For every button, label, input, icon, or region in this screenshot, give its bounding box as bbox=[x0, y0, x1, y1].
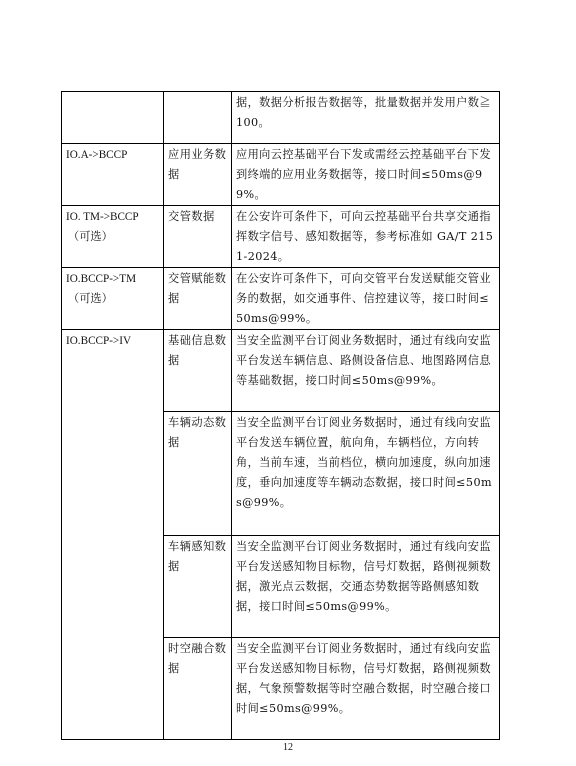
description-cell: 据，数据分析报告数据等，批量数据并发用户数≧100。 bbox=[232, 92, 500, 144]
table-row bbox=[62, 206, 500, 268]
interface-cell: IO.BCCP->IV bbox=[62, 330, 164, 740]
description-cell: 在公安许可条件下，可向交管平台发送赋能交管业务的数据，如交通事件、信控建议等，接口时间≤50ms@99%。 bbox=[232, 268, 500, 330]
optional-note: （可选） bbox=[68, 231, 113, 243]
table-row bbox=[62, 268, 500, 330]
data-type-cell bbox=[164, 92, 232, 144]
interface-cell bbox=[62, 92, 164, 144]
data-type-cell: 时空融合数据 bbox=[164, 638, 232, 740]
data-type-cell: 交管赋能数据 bbox=[164, 268, 232, 330]
description-cell: 当安全监测平台订阅业务数据时，通过有线向安监平台发送感知物目标物，信号灯数据，路侧视频数据，气象预警数据等时空融合数据，时空融合接口时间≤50ms@99%。 bbox=[232, 638, 500, 740]
description-cell: 当安全监测平台订阅业务数据时，通过有线向安监平台发送车辆信息、路侧设备信息、地图路网信息等基础数据，接口时间≤50ms@99%。 bbox=[232, 330, 500, 412]
description-cell: 当安全监测平台订阅业务数据时，通过有线向安监平台发送感知物目标物，信号灯数据，路侧视频数据，激光点云数据，交通态势数据等路侧感知数据，接口时间≤50ms@99%。 bbox=[232, 536, 500, 638]
data-type-cell: 应用业务数据 bbox=[164, 144, 232, 206]
data-type-cell: 车辆感知数据 bbox=[164, 536, 232, 638]
interface-cell: IO.A->BCCP bbox=[62, 144, 164, 206]
table-row bbox=[62, 144, 500, 206]
interface-cell: IO. TM->BCCP （可选） bbox=[62, 206, 164, 268]
description-cell: 当安全监测平台订阅业务数据时，通过有线向安监平台发送车辆位置，航向角，车辆档位，方向转角，当前车速，当前档位，横向加速度，纵向加速度，垂向加速度等车辆动态数据，接口时间≤50ms@99%。 bbox=[232, 412, 500, 536]
optional-note: （可选） bbox=[68, 293, 113, 305]
data-type-cell: 交管数据 bbox=[164, 206, 232, 268]
data-type-cell: 基础信息数据 bbox=[164, 330, 232, 412]
table-row bbox=[62, 330, 500, 412]
data-type-cell: 车辆动态数据 bbox=[164, 412, 232, 536]
description-cell: 在公安许可条件下，可向云控基础平台共享交通指挥数字信号、感知数据等，参考标准如 GA/T 2151-2024。 bbox=[232, 206, 500, 268]
interface-table bbox=[61, 91, 500, 740]
description-cell: 应用向云控基础平台下发或需经云控基础平台下发到终端的应用业务数据等，接口时间≤50ms@99%。 bbox=[232, 144, 500, 206]
table-row bbox=[62, 92, 500, 144]
page-number: 12 bbox=[283, 742, 293, 753]
interface-cell: IO.BCCP->TM （可选） bbox=[62, 268, 164, 330]
